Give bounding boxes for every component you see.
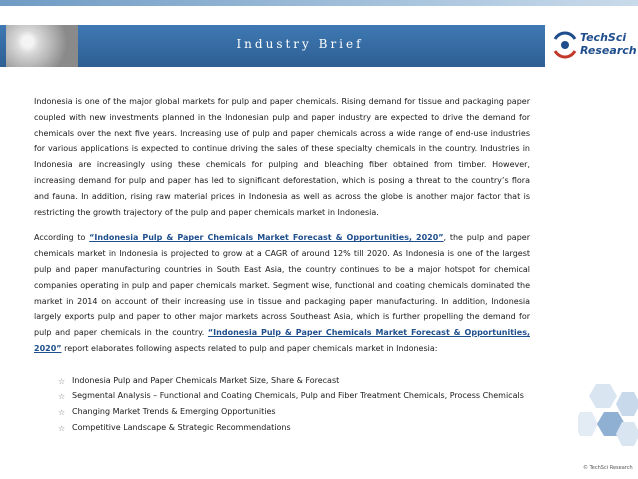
list-item-label: Changing Market Trends & Emerging Opportunities bbox=[72, 407, 276, 417]
copyright-text: © TechSci Research bbox=[583, 465, 633, 471]
top-accent-bar bbox=[0, 0, 638, 6]
page-title: Industry Brief bbox=[236, 37, 364, 51]
list-item bbox=[34, 373, 530, 389]
hexagon-decoration bbox=[578, 382, 638, 477]
list-item-label: Segmental Analysis – Functional and Coating Chemicals, Pulp and Fiber Treatment Chemicals, Process Chemicals bbox=[72, 391, 524, 401]
techsci-logo bbox=[552, 28, 637, 64]
techsci-logo-icon bbox=[552, 31, 578, 59]
report-paragraph-middle: , the pulp and paper chemicals market in Indonesia is projected to grow at a CAGR of around 12% till 2020. As Indonesia is one of the largest pulp and paper manufacturing countries in South East Asia, the country continues to be a major hotspot for chemical companies operating in pulp and paper chemicals market. Segment wise, functional and coating chemicals dominated the market in 2014 on account of their increasing use in tissue and packaging paper manufacturing. In addition, Indonesia largely exports pulp and paper to other major markets across Southeast Asia, which is further propelling the demand for pulp and paper chemicals in the country. bbox=[34, 233, 530, 338]
report-title-link-2[interactable]: “Indonesia Pulp & Paper Chemicals Market Forecast & Opportunities, 2020” bbox=[34, 328, 531, 353]
star-outline-icon: ☆ bbox=[58, 423, 66, 433]
list-item-label: Competitive Landscape & Strategic Recommendations bbox=[72, 422, 291, 432]
list-item-label: Indonesia Pulp and Paper Chemicals Market Size, Share & Forecast bbox=[72, 375, 340, 385]
logo-text-techsci: TechSci bbox=[580, 31, 627, 44]
list-item bbox=[34, 388, 530, 404]
brief-body bbox=[34, 94, 530, 436]
page-number: 2 bbox=[606, 437, 612, 447]
report-title-link[interactable]: “Indonesia Pulp & Paper Chemicals Market Forecast & Opportunities, 2020” bbox=[89, 233, 444, 243]
star-outline-icon: ☆ bbox=[58, 392, 66, 402]
report-aspects-list bbox=[34, 373, 530, 436]
list-item bbox=[34, 420, 530, 436]
list-item bbox=[34, 404, 530, 420]
logo-text-research: Research bbox=[580, 44, 637, 57]
report-paragraph-prefix: According to bbox=[34, 233, 90, 243]
report-paragraph-suffix: report elaborates following aspects related to pulp and paper chemicals market in Indonesia: bbox=[61, 343, 438, 353]
chemical-crystals-photo bbox=[6, 25, 78, 67]
star-outline-icon: ☆ bbox=[58, 376, 66, 386]
report-paragraph bbox=[34, 230, 530, 356]
intro-paragraph: Indonesia is one of the major global markets for pulp and paper chemicals. Rising demand for tissue and packaging paper coupled with new investments planned in the Indonesian pulp and paper industry are expected to drive the demand for chemicals over the next five years. Increasing use of pulp and paper chemicals across a wide range of end-use industries for various applications is expected to continue driving the sales of these specialty chemicals in the country. Industries in Indonesia are increasingly using these chemicals for pulping and bleaching fiber obtained from timber. However, increasing demand for pulp and paper has led to significant deforestation, which is posing a threat to the country’s flora and fauna. In addition, rising raw material prices in Indonesia as well as across the globe is another major factor that is restricting the growth trajectory of the pulp and paper chemicals market in Indonesia. bbox=[34, 97, 530, 217]
star-outline-icon: ☆ bbox=[58, 408, 66, 418]
